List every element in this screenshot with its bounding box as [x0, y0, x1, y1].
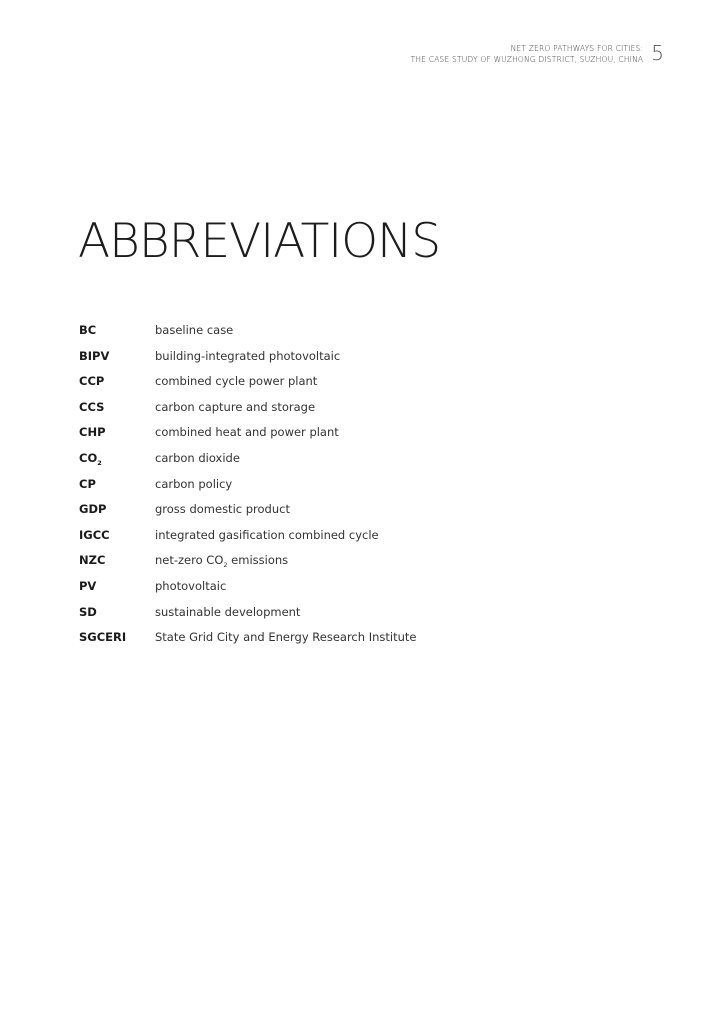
abbreviation-term: SD	[79, 604, 97, 619]
abbreviation-row	[79, 605, 416, 631]
abbreviation-term: BIPV	[79, 348, 110, 363]
abbreviation-row	[79, 349, 416, 375]
abbreviation-definition: carbon policy	[155, 476, 233, 491]
abbreviation-row	[79, 630, 416, 656]
abbreviation-term: CP	[79, 476, 96, 491]
abbreviation-row	[79, 579, 416, 605]
abbreviation-term: CCS	[79, 399, 105, 414]
abbreviation-term	[79, 451, 155, 465]
subscript: 2	[223, 561, 228, 570]
abbreviation-definition: State Grid City and Energy Research Institute	[155, 630, 417, 645]
abbreviation-list	[79, 323, 416, 656]
running-header	[411, 42, 664, 65]
abbreviation-definition: integrated gasification combined cycle	[155, 527, 379, 542]
abbreviation-definition: combined heat and power plant	[155, 425, 339, 440]
page-title: ABBREVIATIONS	[78, 214, 441, 269]
abbreviation-definition: baseline case	[155, 323, 234, 337]
abbreviation-row	[79, 425, 416, 451]
abbreviation-definition: carbon capture and storage	[155, 399, 316, 414]
abbreviation-definition	[155, 553, 289, 570]
abbreviation-definition: carbon dioxide	[155, 450, 240, 465]
abbreviation-row	[79, 528, 416, 554]
abbreviation-term: CCP	[79, 374, 105, 389]
page-number: 5	[651, 41, 664, 65]
abbreviation-term: GDP	[79, 502, 107, 517]
abbreviation-row	[79, 553, 416, 579]
abbreviation-term: SGCERI	[79, 630, 127, 645]
header-line-1: NET ZERO PATHWAYS FOR CITIES:	[510, 44, 644, 53]
abbreviation-definition: building-integrated photovoltaic	[155, 348, 341, 363]
abbreviation-row	[79, 477, 416, 503]
running-header-text	[411, 43, 644, 65]
abbreviation-term-text: CO	[79, 450, 98, 465]
abbreviation-definition-text: net-zero CO	[155, 553, 224, 568]
abbreviation-term: NZC	[79, 553, 106, 568]
abbreviation-definition-text-after: emissions	[227, 553, 289, 568]
abbreviation-row	[79, 502, 416, 528]
abbreviation-row	[79, 374, 416, 400]
abbreviation-term: CHP	[79, 425, 106, 440]
abbreviation-definition: sustainable development	[155, 604, 301, 619]
abbreviation-definition: combined cycle power plant	[155, 374, 318, 389]
abbreviation-row	[79, 400, 416, 426]
abbreviation-row	[79, 451, 416, 477]
abbreviation-row	[79, 323, 416, 349]
abbreviation-term: PV	[79, 578, 97, 593]
header-line-2: THE CASE STUDY OF WUZHONG DISTRICT, SUZHOU, CHINA	[410, 55, 644, 64]
abbreviation-term: BC	[79, 323, 97, 337]
subscript: 2	[97, 458, 102, 467]
abbreviation-definition: photovoltaic	[155, 578, 227, 593]
abbreviation-term: IGCC	[79, 527, 110, 542]
abbreviation-definition: gross domestic product	[155, 502, 290, 517]
